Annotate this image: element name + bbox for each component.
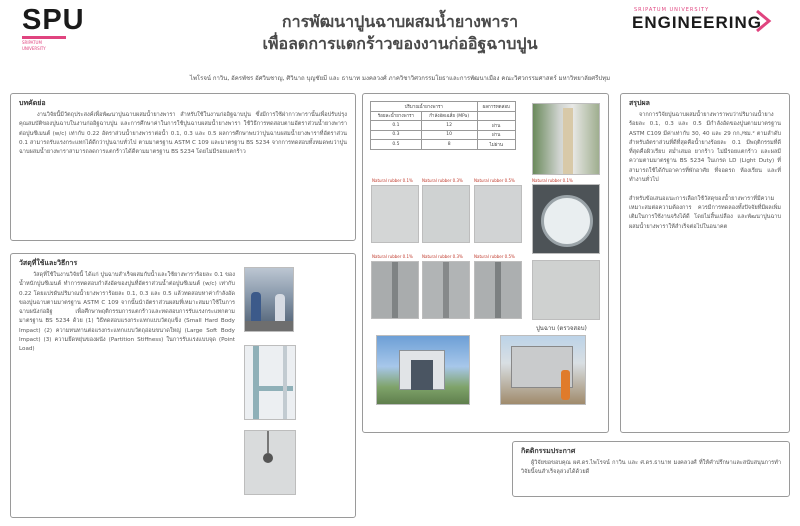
- photo-site-workers: [500, 335, 586, 405]
- spu-logo-bar: [22, 36, 66, 39]
- authors-line: ไพโรจน์ กาวิน, อัครพัชร อัศวินชาญ, ศิวินาถ บุญชัยมี และ ธานาท มงคลวงศ์ ภาควิชาวิศวกรรมโยธาและการพัฒนาเมือง คณะวิศวกรรมศาสตร์ มหาวิทยาลัยศรีปทุม: [189, 75, 611, 82]
- table-cell: 8: [421, 140, 477, 150]
- title-line-2: เพื่อลดการแตกร้าวของงานก่ออิฐฉาบปูน: [262, 34, 538, 53]
- materials-panel: [10, 253, 356, 518]
- photo-label-bottom-3: Natural rubber 0.5%: [474, 254, 515, 259]
- table-header-row: [371, 102, 516, 112]
- results-table: [370, 101, 516, 150]
- materials-heading: วัสดุที่ใช้และวิธีการ: [19, 259, 78, 267]
- table-row: [371, 140, 516, 150]
- engineering-logo-sub: SRIPATUM UNIVERSITY: [634, 7, 710, 13]
- photo-wall-top-3: [474, 185, 522, 243]
- poster-title: [200, 11, 600, 55]
- acknowledgement-panel: [512, 441, 790, 497]
- table-cell: 10: [421, 130, 477, 140]
- materials-text: วัสดุที่ใช้ในงานวิจัยนี้ ได้แก่ ปูนฉาบสำเร็จผสมกับน้ำและใช้ยางพาราร้อยละ 0.1 ของน้ำหนักปูนซีเมนต์ ทำการทดสอบกำลังอัดของปูนที่อัตราส่วนน้ำต่อปูนซีเมนต์ (w/c) เท่ากับ 0.22 โดยแปรผันปริมาณน้ำยางพาราร้อยละ 0.1, 0.3 และ 0.5 แล้วทดสอบหาค่ากำลังอัดของปูนฉาบตามมาตรฐาน ASTM C 109 จากนั้นนำอัตราส่วนผสมที่เหมาะสมมาใช้ในการฉาบผนังก่ออิฐ เพื่อศึกษาพฤติกรรมการแตกร้าวและทดสอบการรับแรงกระแทกตามมาตรฐาน BS 5234 ด้วย (1) วิธีทดสอบแรงกระแทกแบบวัตถุแข็ง (Small Hard Body Impact) (2) ความทนทานต่อแรงกระแทกแบบวัตถุอ่อนขนาดใหญ่ (Large Soft Body Impact) (3) ความยึดหยุ่นของผนัง (Partition Stiffness) ในการรับแรงแบบจุด (Point Load): [19, 272, 235, 353]
- mix-caption: ปูนฉาบ (ตรวจสอบ): [536, 325, 587, 332]
- spu-logo-text: SPU: [22, 4, 85, 36]
- abstract-heading: บทคัดย่อ: [19, 99, 46, 107]
- photo-plaster-sample: [532, 260, 600, 320]
- table-subheader-2: กำลังอัดเฉลี่ย (MPa): [421, 111, 477, 121]
- table-subheader-1: ร้อยละน้ำยางพารา: [371, 111, 422, 121]
- photo-label-top-3: Natural rubber 0.5%: [474, 178, 515, 183]
- photo-site-building: [376, 335, 470, 405]
- photo-label-right-top: Natural rubber 0.1%: [532, 178, 573, 183]
- photo-column-specimen: [532, 103, 600, 175]
- photo-wall-bottom-1: [371, 261, 419, 319]
- table-header-right: ผลการทดสอบ: [477, 102, 515, 112]
- table-cell: ผ่าน: [477, 121, 515, 131]
- table-cell: 12: [421, 121, 477, 131]
- acknowledgement-text: ผู้วิจัยขอขอบคุณ ผศ.ดร.ไพโรจน์ กาวิน และ ศ.ดร.ธานาท มงคลวงศ์ ที่ให้คำปรึกษาและสนับสนุนการทำวิจัยนี้จนสำเร็จลุล่วงได้ด้วยดี: [521, 460, 781, 476]
- table-row: [371, 130, 516, 140]
- table-cell: 0.5: [371, 140, 422, 150]
- photo-label-bottom-1: Natural rubber 0.1%: [372, 254, 413, 259]
- table-cell: 0.1: [371, 121, 422, 131]
- table-row: [371, 121, 516, 131]
- table-header-left: ปริมาณน้ำยางพารา: [371, 102, 478, 112]
- spu-logo: [22, 6, 85, 51]
- photo-wall-bottom-2: [422, 261, 470, 319]
- photo-wall-top-2: [422, 185, 470, 243]
- engineering-logo-mark-icon: [755, 9, 773, 33]
- engineering-logo-text: ENGINEERING: [632, 13, 763, 32]
- abstract-panel: [10, 93, 356, 241]
- spu-logo-sub-2: UNIVERSITY: [22, 46, 46, 51]
- conclusion-text: จากการวิจัยปูนฉาบผสมน้ำยางพาราพบว่าปริมาณน้ำยางร้อยละ 0.1, 0.3 และ 0.5 มีกำลังอัดของปูนตามมาตรฐาน ASTM C109 มีค่าเท่ากับ 30, 40 และ 29 กก./ซม.² ตามลำดับ สำหรับอัตราส่วนที่ดีที่สุดคือน้ำยางร้อยละ 0.1 มีพฤติกรรมที่ดีที่สุดคือผิวเรียบ สม่ำเสมอ ยากร้าว ไม่มีรอยแตกร้าว และผลมีความตามมาตรฐาน BS 5234 ในเกรด LD (Light Duty) ที่สามารถใช้ได้กับอาคารที่พักอาศัย ที่จอดรถ ห้องเรียน และที่ทำงานทั่วไป สำหรับข้อเสนอแนะการเลือกใช้วัสดุของน้ำยางพาราที่มีความเหมาะสมต่อความต้องการ ควรมีการทดลองทั้งปัจจัยที่มีผลเพิ่มเติมในการใช้งานจริงได้ดี โดยไม่สิ้นเปลือง และพัฒนาปูนฉาบผสมน้ำยางพาราให้สำเร็จต่อไปในอนาคต: [629, 112, 781, 230]
- photo-lab-workers: [244, 267, 294, 332]
- table-subheader-row: [371, 111, 516, 121]
- photo-label-top-1: Natural rubber 0.1%: [372, 178, 413, 183]
- table-cell: ไม่ผ่าน: [477, 140, 515, 150]
- spu-logo-sub-1: SRIPATUM: [22, 40, 42, 45]
- photo-label-top-2: Natural rubber 0.3%: [422, 178, 463, 183]
- photo-impact-test: [244, 430, 296, 495]
- table-subheader-3: [477, 111, 515, 121]
- photo-wall-bottom-3: [474, 261, 522, 319]
- table-cell: 0.3: [371, 130, 422, 140]
- engineering-logo: [632, 7, 777, 33]
- abstract-text: งานวิจัยนี้มีวัตถุประสงค์เพื่อพัฒนาปูนฉาบผสมน้ำยางพารา สำหรับใช้ในงานก่ออิฐฉาบปูน ซึ่งมีการใช้ฝากาวพารานั้นเพื่อปรับปรุงคุณสมบัติของปูนฉาบในงานก่ออิฐฉาบปูน และการศึกษาค่าในการใช้ปูนฉาบผสมน้ำยางพารา ใช้วิธีการทดสอบตามอัตราส่วนน้ำยางพาราต่อปูนซีเมนต์ (w/c) เท่ากับ 0.22 อัตราส่วนน้ำยางพาราต่อน้ำ 0.1, 0.3 และ 0.5 ผลการศึกษาพบว่าปูนฉาบผสมน้ำยางพาราที่อัตราส่วน 0.1 สามารถรับแรงกระแทกได้ดีกว่าปูนฉาบทั่วไป ตามมาตรฐาน ASTM C 109 และมาตรฐาน BS 5234 จากการทดสอบทั้งหมดพบว่าปูนฉาบผสมน้ำยางพาราสามารถลดการแตกร้าวได้ดีตามมาตรฐาน BS 5234 โดยไม่มีรอยแตกร้าว: [19, 112, 347, 156]
- photo-wall-top-1: [371, 185, 419, 243]
- photo-label-bottom-2: Natural rubber 0.3%: [422, 254, 463, 259]
- table-cell: ผ่าน: [477, 130, 515, 140]
- title-line-1: การพัฒนาปูนฉาบผสมน้ำยางพารา: [281, 12, 519, 31]
- photo-mixing-bucket: [532, 184, 600, 254]
- conclusion-heading: สรุปผล: [629, 99, 650, 107]
- photo-wall-frame: [244, 345, 296, 420]
- acknowledgement-heading: กิตติกรรมประกาศ: [521, 447, 576, 455]
- conclusion-panel: [620, 93, 790, 433]
